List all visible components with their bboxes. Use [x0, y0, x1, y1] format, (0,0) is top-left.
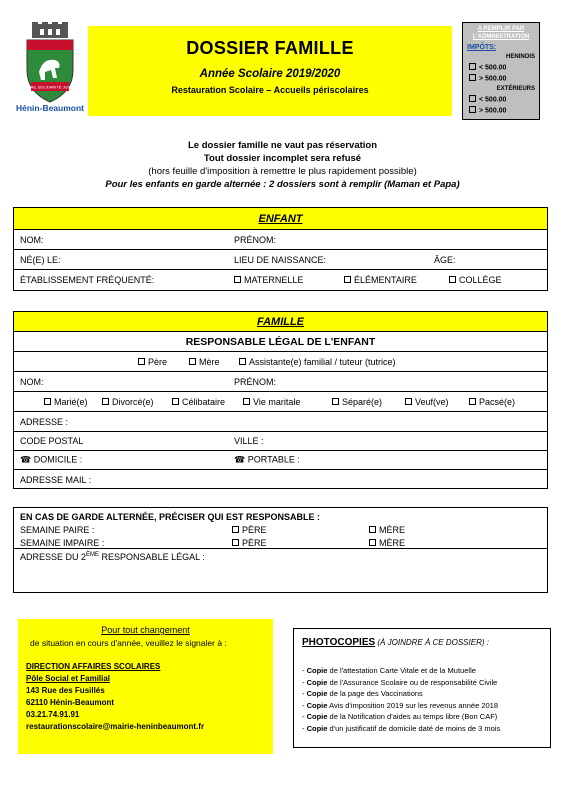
list-item: - Copie de la Notification d'aides au temps libre (Bon CAF)	[302, 712, 498, 721]
section-garde-alternee	[13, 507, 548, 593]
label-adresse-2e	[20, 552, 205, 562]
domicile	[20, 455, 82, 466]
adr-post: RESPONSABLE LÉGAL :	[99, 552, 205, 562]
telephone: 03.21.74.91.91	[26, 710, 80, 719]
copie-label: Copie	[306, 689, 328, 698]
option-pacse[interactable]	[469, 397, 515, 407]
admin-line1: A REMPLIR PAR	[477, 26, 525, 32]
checkbox[interactable]	[369, 526, 376, 533]
label-code-postal: CODE POSTAL	[20, 436, 84, 446]
copie-label: Copie	[306, 700, 328, 710]
row-cp-ville	[14, 432, 547, 451]
admin-e-opt1[interactable]	[469, 96, 545, 103]
option-veuf[interactable]	[405, 397, 449, 407]
changement-box	[18, 619, 273, 754]
copie-label: Copie	[306, 712, 328, 721]
note-incomplet: Tout dossier incomplet sera refusé	[203, 153, 362, 164]
separe-label: Séparé(e)	[342, 396, 383, 407]
photocopies-note: (À JOINDRE À CE DOSSIER) :	[375, 638, 489, 647]
label-ne-le: NÉ(E) LE:	[20, 254, 61, 265]
pacse-label: Pacsé(e)	[479, 396, 516, 407]
list-item: - Copie de l'Assurance Scolaire ou de responsabilité Civile	[302, 677, 498, 687]
label-adresse: ADRESSE :	[20, 416, 69, 427]
label-nom-famille: NOM:	[20, 376, 44, 387]
checkbox[interactable]	[232, 539, 239, 546]
band-famille: FAMILLE	[14, 312, 547, 332]
checkbox[interactable]	[232, 526, 239, 533]
phone-icon: ☎	[20, 454, 32, 465]
admin-h-opt2[interactable]	[469, 75, 545, 82]
admin-box	[462, 22, 540, 120]
checkbox[interactable]	[332, 398, 339, 405]
row-naissance	[14, 250, 547, 270]
note-imposition: (hors feuille d'imposition à remettre le plus rapidement possible)	[148, 166, 417, 177]
list-item: - Copie d'un justificatif de domicile daté de moins de 3 mois	[302, 723, 501, 733]
changement-title: Pour tout changement	[101, 625, 190, 635]
photocopies-box	[293, 628, 551, 748]
adresse-ville: 62110 Hénin-Beaumont	[26, 698, 115, 707]
row-adresse	[14, 412, 547, 432]
logo-caption: Hénin-Beaumont	[16, 103, 84, 113]
garde-divider	[14, 548, 547, 549]
option-elementaire[interactable]	[344, 275, 417, 285]
option-maternelle[interactable]	[234, 275, 303, 285]
paire-pere[interactable]	[232, 525, 267, 535]
row-nom-enfant	[14, 230, 547, 250]
impaire-mere[interactable]	[369, 538, 405, 548]
band-enfant: ENFANT	[14, 208, 547, 230]
checkbox[interactable]	[172, 398, 179, 405]
adr-pre: ADRESSE DU 2	[20, 552, 87, 562]
item-text: de la Notification d'aides au temps libre (Bon CAF)	[327, 712, 498, 721]
checkbox[interactable]	[102, 398, 109, 405]
option-mere[interactable]	[189, 357, 220, 367]
option-marie[interactable]	[44, 397, 88, 407]
checkbox[interactable]	[239, 358, 246, 365]
option-celibataire[interactable]	[172, 397, 225, 407]
checkbox[interactable]	[405, 398, 412, 405]
copie-label: Copie	[306, 677, 328, 687]
row-lien	[14, 352, 547, 372]
item-text: de l'Assurance Scolaire ou de responsabilité Civile	[327, 677, 498, 687]
checkbox[interactable]	[243, 398, 250, 405]
label-lieu: LIEU DE NAISSANCE:	[234, 254, 327, 265]
pole: Pôle Social et Familial	[26, 674, 111, 683]
option-divorce[interactable]	[102, 397, 154, 407]
paire-pere-label: PÈRE	[242, 525, 267, 535]
photocopies-title: PHOTOCOPIES	[302, 637, 376, 648]
checkbox[interactable]	[469, 95, 476, 102]
row-resp-legal	[14, 332, 547, 352]
elementaire-label: ÉLÉMENTAIRE	[354, 275, 417, 285]
veuf-label: Veuf(ve)	[415, 396, 449, 407]
section-famille	[13, 311, 548, 489]
admin-e-opt2-label: > 500.00	[479, 107, 507, 115]
checkbox[interactable]	[469, 398, 476, 405]
copie-label: Copie	[306, 666, 328, 675]
checkbox[interactable]	[469, 63, 476, 70]
option-vie-maritale[interactable]	[243, 397, 300, 407]
checkbox[interactable]	[138, 358, 145, 365]
resp-legal-title: RESPONSABLE LÉGAL DE L'ENFANT	[185, 335, 376, 348]
checkbox[interactable]	[44, 398, 51, 405]
phone-icon: ☎	[234, 454, 246, 465]
admin-e-opt1-label: < 500.00	[479, 96, 507, 104]
checkbox[interactable]	[369, 539, 376, 546]
impaire-pere-label: PÈRE	[242, 538, 267, 548]
admin-h-opt1-label: < 500.00	[479, 64, 507, 72]
label-etablissement: ÉTABLISSEMENT FRÉQUENTÉ:	[20, 275, 155, 285]
label-mail: ADRESSE MAIL :	[20, 474, 92, 485]
row-situation	[14, 392, 547, 412]
adr-sup: ÈME	[86, 552, 100, 558]
admin-e-opt2[interactable]	[469, 107, 545, 114]
header-subtitle: Restauration Scolaire – Accueils périscolaires	[171, 85, 369, 95]
item-text: Avis d'imposition 2019 sur les revenus année 2018	[327, 700, 499, 710]
paire-mere-label: MÈRE	[379, 525, 406, 535]
row-telephones	[14, 451, 547, 470]
divorce-label: Divorcé(e)	[112, 396, 154, 407]
checkbox[interactable]	[234, 276, 241, 283]
paire-mere[interactable]	[369, 525, 405, 535]
option-assistant[interactable]	[239, 357, 396, 367]
mere-label: Mère	[199, 356, 220, 367]
header-banner	[88, 26, 452, 116]
admin-h-opt2-label: > 500.00	[479, 75, 507, 83]
admin-exterieurs: EXTÉRIEURS	[496, 86, 535, 92]
page-title: DOSSIER FAMILLE	[186, 38, 354, 58]
adresse-rue: 143 Rue des Fusillés	[26, 686, 105, 695]
portable	[234, 455, 300, 466]
list-item: - Copie de l'attestation Carte Vitale et de la Mutuelle	[302, 666, 476, 675]
label-prenom: PRÉNOM:	[234, 234, 277, 245]
impaire-pere[interactable]	[232, 538, 267, 548]
photocopies-list	[302, 665, 500, 734]
option-pere[interactable]	[138, 357, 167, 367]
email-link[interactable]: restaurationscolaire@mairie-heninbeaumont.fr	[26, 722, 205, 731]
admin-line2: L'ADMINISTRATION	[472, 34, 530, 40]
copie-label: Copie	[306, 723, 328, 733]
option-college[interactable]	[449, 275, 502, 285]
admin-heninois: HENINOIS	[505, 54, 535, 60]
row-mail	[14, 470, 547, 489]
photocopies-header	[302, 637, 489, 648]
logo-motto: TRAVAIL SOLIDARITÉ JUSTICE	[20, 84, 80, 90]
option-separe[interactable]	[332, 397, 382, 407]
school-year: Année Scolaire 2019/2020	[199, 68, 341, 80]
celibataire-label: Célibataire	[182, 396, 226, 407]
checkbox[interactable]	[189, 358, 196, 365]
list-item: - Copie Avis d'imposition 2019 sur les revenus année 2018	[302, 700, 499, 710]
checkbox[interactable]	[449, 276, 456, 283]
label-prenom-famille: PRÉNOM:	[234, 376, 277, 387]
direction: DIRECTION AFFAIRES SCOLAIRES	[26, 662, 161, 671]
pere-label: Père	[148, 356, 168, 367]
impaire-mere-label: MÈRE	[379, 538, 406, 548]
note-reservation: Le dossier famille ne vaut pas réservation	[187, 140, 378, 151]
label-semaine-paire: SEMAINE PAIRE :	[20, 525, 95, 535]
label-portable: PORTABLE :	[247, 454, 300, 465]
marie-label: Marié(e)	[54, 396, 88, 407]
vie-maritale-label: Vie maritale	[253, 396, 301, 407]
maternelle-label: MATERNELLE	[244, 275, 304, 285]
changement-line: de situation en cours d'année, veuillez le signaler à :	[30, 638, 227, 648]
checkbox[interactable]	[469, 74, 476, 81]
label-nom: NOM:	[20, 234, 44, 245]
label-age: ÂGE:	[434, 254, 456, 265]
admin-h-opt1[interactable]	[469, 64, 545, 71]
list-item: - Copie de la page des Vaccinations	[302, 689, 423, 698]
label-semaine-impaire: SEMAINE IMPAIRE :	[20, 538, 105, 548]
checkbox[interactable]	[344, 276, 351, 283]
admin-impots: IMPÔTS:	[467, 44, 497, 51]
note-garde: Pour les enfants en garde alternée : 2 dossiers sont à remplir (Maman et Papa)	[105, 179, 460, 190]
section-enfant	[13, 207, 548, 291]
item-text: de la page des Vaccinations	[327, 689, 423, 698]
garde-title: EN CAS DE GARDE ALTERNÉE, PRÉCISER QUI EST RESPONSABLE :	[20, 512, 321, 522]
label-ville: VILLE :	[234, 436, 264, 446]
item-text: de l'attestation Carte Vitale et de la Mutuelle	[327, 666, 476, 675]
college-label: COLLÈGE	[459, 275, 502, 285]
assistant-label: Assistante(e) familial / tuteur (tutrice)	[249, 356, 396, 367]
item-text: d'un justificatif de domicile daté de moins de 3 mois	[327, 723, 501, 733]
row-nom-famille	[14, 372, 547, 392]
checkbox[interactable]	[469, 106, 476, 113]
row-etablissement	[14, 270, 547, 290]
label-domicile: DOMICILE :	[33, 454, 83, 465]
